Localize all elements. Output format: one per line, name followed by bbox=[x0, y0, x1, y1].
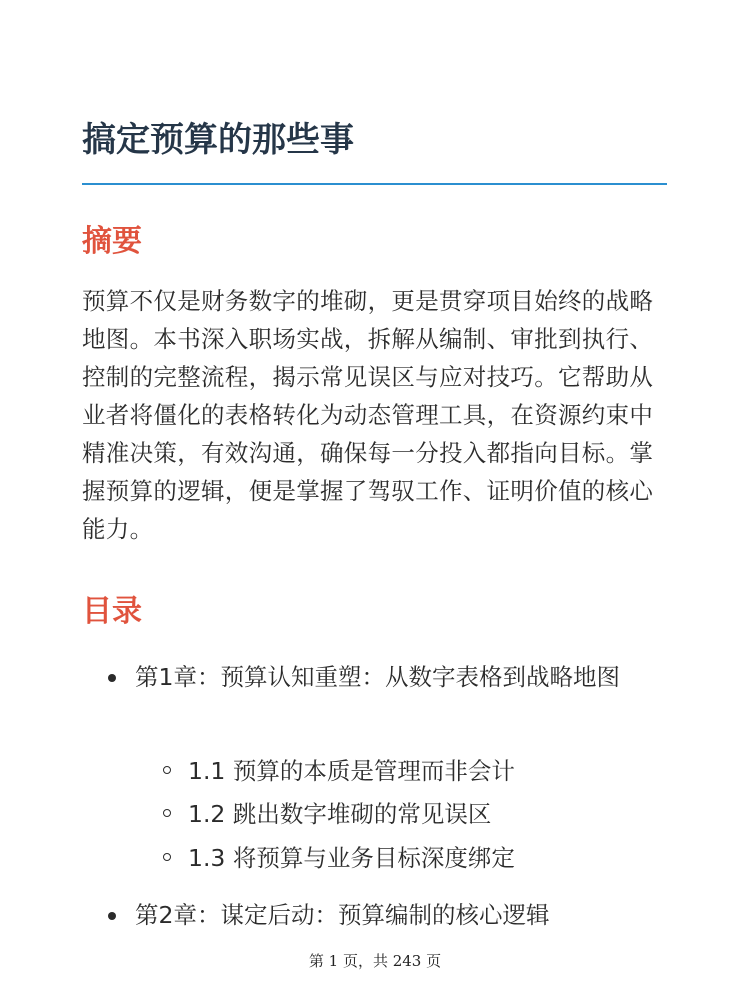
toc-chapter-2[interactable] bbox=[135, 896, 665, 934]
hollow-bullet-icon bbox=[163, 809, 171, 817]
title-divider bbox=[82, 183, 667, 185]
toc-section-1-2[interactable] bbox=[188, 795, 491, 833]
page-number: 第 1 页，共 243 页 bbox=[308, 952, 442, 970]
toc-section-1-1[interactable] bbox=[188, 752, 515, 790]
abstract-heading: 摘要 bbox=[82, 224, 142, 259]
bullet-icon bbox=[108, 912, 116, 920]
toc-section-label: 1.3 将预算与业务目标深度绑定 bbox=[188, 844, 515, 872]
toc-section-label: 1.2 跳出数字堆砌的常见误区 bbox=[188, 800, 492, 828]
toc-chapter-1[interactable] bbox=[135, 658, 665, 696]
toc-chapter-label: 第2章：谋定后动：预算编制的核心逻辑 bbox=[135, 901, 550, 929]
toc-section-label: 1.1 预算的本质是管理而非会计 bbox=[188, 757, 515, 785]
abstract-text: 预算不仅是财务数字的堆砌，更是贯穿项目始终的战略地图。本书深入职场实战，拆解从编制、审批到执行、控制的完整流程，揭示常见误区与应对技巧。它帮助从业者将僵化的表格转化为动态管理工具，在资源约束中精准决策，有效沟通，确保每一分投入都指向目标。掌握预算的逻辑，便是掌握了驾驭工作、证明价值的核心能力。 bbox=[82, 287, 654, 543]
hollow-bullet-icon bbox=[163, 766, 171, 774]
bullet-icon bbox=[108, 674, 116, 682]
hollow-bullet-icon bbox=[163, 853, 171, 861]
page-title: 搞定预算的那些事 bbox=[82, 120, 354, 160]
toc-section-1-3[interactable] bbox=[188, 839, 515, 877]
toc-chapter-label: 第1章：预算认知重塑：从数字表格到战略地图 bbox=[135, 663, 620, 691]
toc-heading: 目录 bbox=[82, 594, 142, 629]
